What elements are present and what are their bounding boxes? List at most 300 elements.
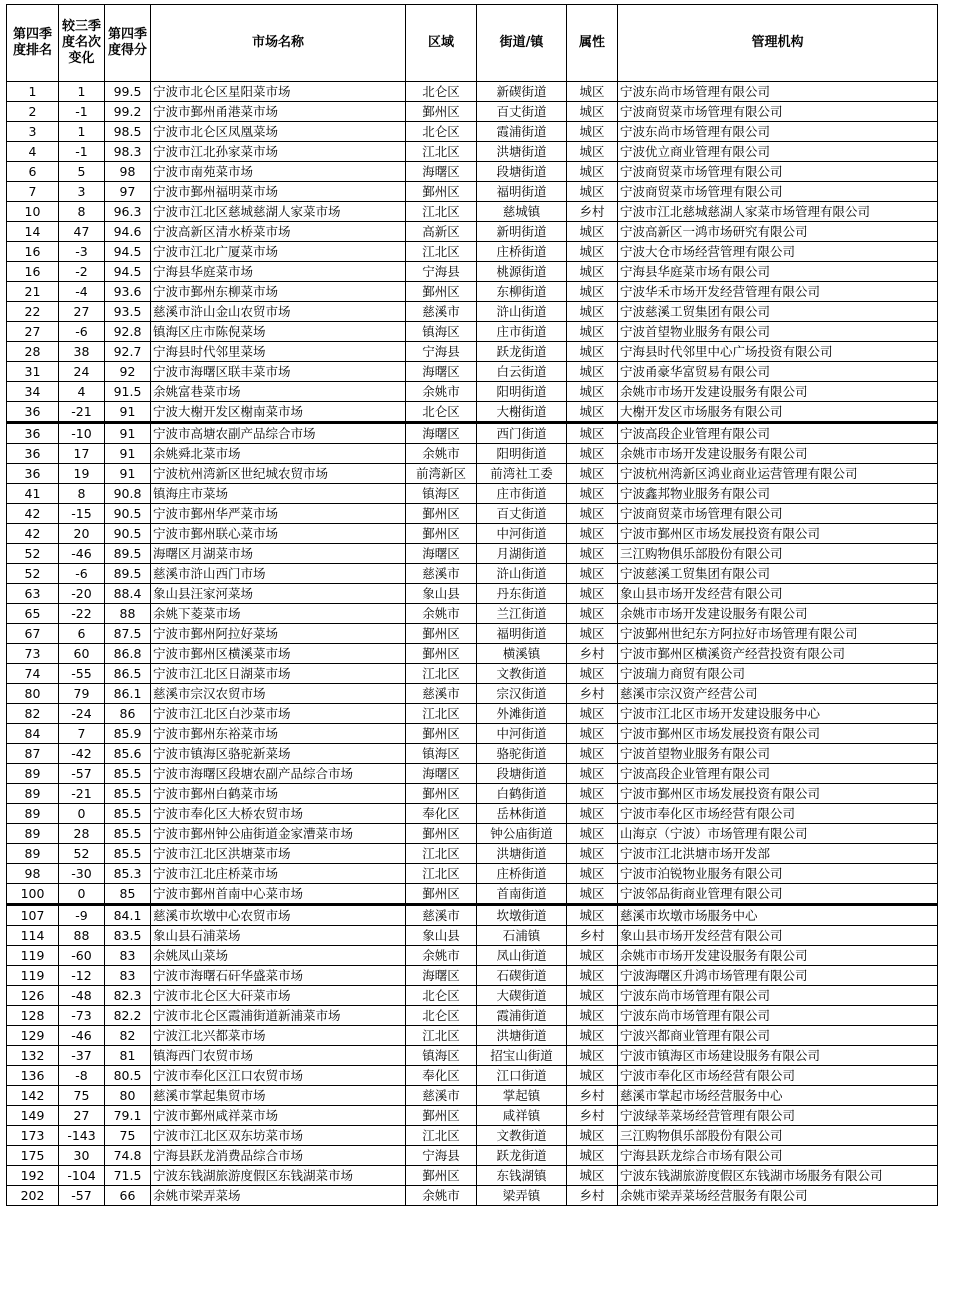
- market-name-cell: 宁波市北仑区霞浦街道新浦菜市场: [151, 1006, 406, 1026]
- change-cell: -2: [59, 262, 105, 282]
- street-cell: 洪塘街道: [477, 844, 567, 864]
- district-cell: 宁海县: [406, 262, 477, 282]
- table-row: [7, 544, 938, 564]
- market-name-cell: 宁波市奉化区大桥农贸市场: [151, 804, 406, 824]
- street-cell: 文教街道: [477, 664, 567, 684]
- district-cell: 江北区: [406, 202, 477, 222]
- change-cell: -73: [59, 1006, 105, 1026]
- change-cell: -20: [59, 584, 105, 604]
- header-management-org: 管理机构: [618, 5, 938, 82]
- header-district: 区域: [406, 5, 477, 82]
- type-cell: 城区: [567, 444, 618, 464]
- table-row: [7, 1186, 938, 1206]
- table-row: [7, 986, 938, 1006]
- rank-cell: 31: [7, 362, 59, 382]
- change-cell: -8: [59, 1066, 105, 1086]
- ranking-table: [6, 4, 938, 1206]
- change-cell: -57: [59, 764, 105, 784]
- management-org-cell: 宁波东钱湖旅游度假区东钱湖市场服务有限公司: [618, 1166, 938, 1186]
- street-cell: 招宝山街道: [477, 1046, 567, 1066]
- management-org-cell: 宁波甬豪华富贸易有限公司: [618, 362, 938, 382]
- change-cell: 7: [59, 724, 105, 744]
- management-org-cell: 宁波慈溪工贸集团有限公司: [618, 564, 938, 584]
- table-row: [7, 182, 938, 202]
- market-name-cell: 余姚舜北菜市场: [151, 444, 406, 464]
- rank-cell: 87: [7, 744, 59, 764]
- change-cell: -15: [59, 504, 105, 524]
- rank-cell: 36: [7, 464, 59, 484]
- rank-cell: 129: [7, 1026, 59, 1046]
- rank-cell: 4: [7, 142, 59, 162]
- change-cell: -22: [59, 604, 105, 624]
- market-name-cell: 宁波市鄞州甬港菜市场: [151, 102, 406, 122]
- score-cell: 80.5: [105, 1066, 151, 1086]
- market-name-cell: 宁海县跃龙消费品综合市场: [151, 1146, 406, 1166]
- score-cell: 71.5: [105, 1166, 151, 1186]
- management-org-cell: 宁波市鄞州区市场发展投资有限公司: [618, 724, 938, 744]
- change-cell: 52: [59, 844, 105, 864]
- management-org-cell: 宁波大仓市场经营管理有限公司: [618, 242, 938, 262]
- street-cell: 百丈街道: [477, 102, 567, 122]
- score-cell: 94.5: [105, 242, 151, 262]
- street-cell: 庄市街道: [477, 322, 567, 342]
- street-cell: 跃龙街道: [477, 342, 567, 362]
- rank-cell: 119: [7, 966, 59, 986]
- district-cell: 镇海区: [406, 484, 477, 504]
- street-cell: 段塘街道: [477, 162, 567, 182]
- table-row: [7, 564, 938, 584]
- district-cell: 江北区: [406, 142, 477, 162]
- district-cell: 鄞州区: [406, 784, 477, 804]
- district-cell: 前湾新区: [406, 464, 477, 484]
- management-org-cell: 宁波首望物业服务有限公司: [618, 322, 938, 342]
- district-cell: 余姚市: [406, 946, 477, 966]
- management-org-cell: 宁波高新区一鸿市场研究有限公司: [618, 222, 938, 242]
- street-cell: 白鹤街道: [477, 784, 567, 804]
- district-cell: 江北区: [406, 1126, 477, 1146]
- change-cell: 79: [59, 684, 105, 704]
- district-cell: 余姚市: [406, 444, 477, 464]
- management-org-cell: 慈溪市宗汉资产经营公司: [618, 684, 938, 704]
- market-name-cell: 宁波市鄞州白鹤菜市场: [151, 784, 406, 804]
- district-cell: 北仑区: [406, 122, 477, 142]
- table-row: [7, 1086, 938, 1106]
- management-org-cell: 宁波市鄞州区市场发展投资有限公司: [618, 524, 938, 544]
- change-cell: 0: [59, 804, 105, 824]
- district-cell: 奉化区: [406, 804, 477, 824]
- market-name-cell: 宁波市鄞州钟公庙街道金家漕菜市场: [151, 824, 406, 844]
- market-name-cell: 慈溪市宗汉农贸市场: [151, 684, 406, 704]
- market-name-cell: 宁波东钱湖旅游度假区东钱湖菜市场: [151, 1166, 406, 1186]
- type-cell: 城区: [567, 182, 618, 202]
- market-name-cell: 宁波市鄞州咸祥菜市场: [151, 1106, 406, 1126]
- rank-cell: 175: [7, 1146, 59, 1166]
- rank-cell: 89: [7, 824, 59, 844]
- table-row: [7, 82, 938, 102]
- management-org-cell: 象山县市场开发经营有限公司: [618, 926, 938, 946]
- type-cell: 城区: [567, 322, 618, 342]
- district-cell: 鄞州区: [406, 884, 477, 905]
- type-cell: 城区: [567, 1166, 618, 1186]
- district-cell: 海曙区: [406, 966, 477, 986]
- type-cell: 城区: [567, 804, 618, 824]
- type-cell: 乡村: [567, 1086, 618, 1106]
- type-cell: 城区: [567, 1066, 618, 1086]
- score-cell: 85.3: [105, 864, 151, 884]
- change-cell: 19: [59, 464, 105, 484]
- street-cell: 阳明街道: [477, 444, 567, 464]
- change-cell: 8: [59, 202, 105, 222]
- rank-cell: 27: [7, 322, 59, 342]
- change-cell: -4: [59, 282, 105, 302]
- street-cell: 段塘街道: [477, 764, 567, 784]
- score-cell: 74.8: [105, 1146, 151, 1166]
- management-org-cell: 宁波市江北慈城慈湖人家菜市场管理有限公司: [618, 202, 938, 222]
- management-org-cell: 宁海县华庭菜市场有限公司: [618, 262, 938, 282]
- market-name-cell: 宁波市海曙区段塘农副产品综合市场: [151, 764, 406, 784]
- management-org-cell: 余姚市市场开发建设服务有限公司: [618, 444, 938, 464]
- rank-cell: 1: [7, 82, 59, 102]
- district-cell: 江北区: [406, 704, 477, 724]
- district-cell: 镇海区: [406, 744, 477, 764]
- type-cell: 城区: [567, 484, 618, 504]
- district-cell: 江北区: [406, 844, 477, 864]
- rank-cell: 36: [7, 444, 59, 464]
- change-cell: 60: [59, 644, 105, 664]
- type-cell: 城区: [567, 986, 618, 1006]
- rank-cell: 100: [7, 884, 59, 905]
- rank-cell: 119: [7, 946, 59, 966]
- rank-cell: 149: [7, 1106, 59, 1126]
- district-cell: 江北区: [406, 864, 477, 884]
- score-cell: 90.5: [105, 524, 151, 544]
- table-row: [7, 282, 938, 302]
- management-org-cell: 三江购物俱乐部股份有限公司: [618, 544, 938, 564]
- district-cell: 镇海区: [406, 322, 477, 342]
- management-org-cell: 三江购物俱乐部股份有限公司: [618, 1126, 938, 1146]
- table-row: [7, 402, 938, 423]
- management-org-cell: 宁波东尚市场管理有限公司: [618, 986, 938, 1006]
- street-cell: 福明街道: [477, 624, 567, 644]
- district-cell: 象山县: [406, 584, 477, 604]
- type-cell: 城区: [567, 604, 618, 624]
- district-cell: 奉化区: [406, 1066, 477, 1086]
- type-cell: 乡村: [567, 684, 618, 704]
- management-org-cell: 宁波市奉化区市场经营有限公司: [618, 1066, 938, 1086]
- rank-cell: 80: [7, 684, 59, 704]
- management-org-cell: 宁波市江北区市场开发建设服务中心: [618, 704, 938, 724]
- market-name-cell: 慈溪市掌起集贸市场: [151, 1086, 406, 1106]
- rank-cell: 192: [7, 1166, 59, 1186]
- type-cell: 城区: [567, 524, 618, 544]
- district-cell: 象山县: [406, 926, 477, 946]
- management-org-cell: 宁波华禾市场开发经营管理有限公司: [618, 282, 938, 302]
- change-cell: -12: [59, 966, 105, 986]
- header-score: 第四季度得分: [105, 5, 151, 82]
- table-row: [7, 724, 938, 744]
- score-cell: 86.1: [105, 684, 151, 704]
- type-cell: 城区: [567, 362, 618, 382]
- rank-cell: 107: [7, 905, 59, 926]
- score-cell: 90.5: [105, 504, 151, 524]
- type-cell: 城区: [567, 664, 618, 684]
- table-row: [7, 905, 938, 926]
- change-cell: -9: [59, 905, 105, 926]
- management-org-cell: 余姚市市场开发建设服务有限公司: [618, 604, 938, 624]
- management-org-cell: 慈溪市坎墩市场服务中心: [618, 905, 938, 926]
- rank-cell: 63: [7, 584, 59, 604]
- table-row: [7, 624, 938, 644]
- header-rank: 第四季度排名: [7, 5, 59, 82]
- score-cell: 89.5: [105, 544, 151, 564]
- management-org-cell: 宁波东尚市场管理有限公司: [618, 122, 938, 142]
- type-cell: 城区: [567, 423, 618, 444]
- table-row: [7, 764, 938, 784]
- street-cell: 东钱湖镇: [477, 1166, 567, 1186]
- rank-cell: 65: [7, 604, 59, 624]
- change-cell: -21: [59, 784, 105, 804]
- table-row: [7, 102, 938, 122]
- street-cell: 咸祥镇: [477, 1106, 567, 1126]
- management-org-cell: 宁波商贸菜市场管理有限公司: [618, 182, 938, 202]
- score-cell: 98: [105, 162, 151, 182]
- score-cell: 80: [105, 1086, 151, 1106]
- street-cell: 首南街道: [477, 884, 567, 905]
- district-cell: 慈溪市: [406, 564, 477, 584]
- type-cell: 城区: [567, 905, 618, 926]
- score-cell: 93.6: [105, 282, 151, 302]
- market-name-cell: 宁波市江北庄桥菜市场: [151, 864, 406, 884]
- district-cell: 慈溪市: [406, 905, 477, 926]
- type-cell: 城区: [567, 1126, 618, 1146]
- table-row: [7, 966, 938, 986]
- market-name-cell: 宁波市江北区白沙菜市场: [151, 704, 406, 724]
- market-name-cell: 慈溪市浒山西门市场: [151, 564, 406, 584]
- rank-cell: 98: [7, 864, 59, 884]
- market-name-cell: 宁波大榭开发区榭南菜市场: [151, 402, 406, 423]
- management-org-cell: 余姚市梁弄菜场经营服务有限公司: [618, 1186, 938, 1206]
- change-cell: -55: [59, 664, 105, 684]
- score-cell: 85: [105, 884, 151, 905]
- district-cell: 鄞州区: [406, 1166, 477, 1186]
- score-cell: 98.5: [105, 122, 151, 142]
- district-cell: 高新区: [406, 222, 477, 242]
- table-row: [7, 362, 938, 382]
- type-cell: 城区: [567, 242, 618, 262]
- change-cell: 88: [59, 926, 105, 946]
- table-row: [7, 222, 938, 242]
- district-cell: 宁海县: [406, 1146, 477, 1166]
- management-org-cell: 宁波市鄞州区市场发展投资有限公司: [618, 784, 938, 804]
- market-name-cell: 宁波市鄞州首南中心菜市场: [151, 884, 406, 905]
- rank-cell: 136: [7, 1066, 59, 1086]
- market-name-cell: 镇海庄市菜场: [151, 484, 406, 504]
- street-cell: 庄桥街道: [477, 242, 567, 262]
- score-cell: 85.5: [105, 784, 151, 804]
- rank-cell: 42: [7, 524, 59, 544]
- street-cell: 新明街道: [477, 222, 567, 242]
- market-name-cell: 余姚市梁弄菜场: [151, 1186, 406, 1206]
- change-cell: 1: [59, 122, 105, 142]
- district-cell: 余姚市: [406, 1186, 477, 1206]
- street-cell: 新碶街道: [477, 82, 567, 102]
- change-cell: 30: [59, 1146, 105, 1166]
- score-cell: 94.5: [105, 262, 151, 282]
- score-cell: 66: [105, 1186, 151, 1206]
- table-row: [7, 864, 938, 884]
- type-cell: 城区: [567, 382, 618, 402]
- street-cell: 中河街道: [477, 724, 567, 744]
- rank-cell: 126: [7, 986, 59, 1006]
- score-cell: 99.5: [105, 82, 151, 102]
- market-name-cell: 宁波市江北区慈城慈湖人家菜市场: [151, 202, 406, 222]
- management-org-cell: 慈溪市掌起市场经营服务中心: [618, 1086, 938, 1106]
- change-cell: -30: [59, 864, 105, 884]
- rank-cell: 142: [7, 1086, 59, 1106]
- market-name-cell: 余姚富巷菜市场: [151, 382, 406, 402]
- management-org-cell: 宁波瑞力商贸有限公司: [618, 664, 938, 684]
- rank-cell: 21: [7, 282, 59, 302]
- market-name-cell: 余姚凤山菜场: [151, 946, 406, 966]
- score-cell: 88.4: [105, 584, 151, 604]
- market-name-cell: 宁波市北仑区凤凰菜场: [151, 122, 406, 142]
- table-row: [7, 1066, 938, 1086]
- street-cell: 桃源街道: [477, 262, 567, 282]
- street-cell: 庄桥街道: [477, 864, 567, 884]
- management-org-cell: 宁海县时代邻里中心广场投资有限公司: [618, 342, 938, 362]
- rank-cell: 82: [7, 704, 59, 724]
- district-cell: 慈溪市: [406, 684, 477, 704]
- type-cell: 城区: [567, 122, 618, 142]
- management-org-cell: 山海京（宁波）市场管理有限公司: [618, 824, 938, 844]
- market-name-cell: 慈溪市浒山金山农贸市场: [151, 302, 406, 322]
- street-cell: 洪塘街道: [477, 1026, 567, 1046]
- street-cell: 大碶街道: [477, 986, 567, 1006]
- table-row: [7, 1166, 938, 1186]
- management-org-cell: 宁波市镇海区市场建设服务有限公司: [618, 1046, 938, 1066]
- rank-cell: 34: [7, 382, 59, 402]
- district-cell: 海曙区: [406, 544, 477, 564]
- change-cell: -1: [59, 142, 105, 162]
- street-cell: 阳明街道: [477, 382, 567, 402]
- score-cell: 86.5: [105, 664, 151, 684]
- district-cell: 鄞州区: [406, 724, 477, 744]
- type-cell: 城区: [567, 162, 618, 182]
- table-row: [7, 1046, 938, 1066]
- management-org-cell: 宁波海曙区升鸿市场管理有限公司: [618, 966, 938, 986]
- management-org-cell: 宁波邻品街商业管理有限公司: [618, 884, 938, 905]
- street-cell: 大榭街道: [477, 402, 567, 423]
- management-org-cell: 大榭开发区市场服务有限公司: [618, 402, 938, 423]
- street-cell: 岳林街道: [477, 804, 567, 824]
- change-cell: 4: [59, 382, 105, 402]
- score-cell: 98.3: [105, 142, 151, 162]
- change-cell: 20: [59, 524, 105, 544]
- street-cell: 福明街道: [477, 182, 567, 202]
- score-cell: 92: [105, 362, 151, 382]
- table-row: [7, 484, 938, 504]
- management-org-cell: 宁波市江北洪塘市场开发部: [618, 844, 938, 864]
- change-cell: 5: [59, 162, 105, 182]
- table-row: [7, 684, 938, 704]
- table-row: [7, 382, 938, 402]
- management-org-cell: 象山县市场开发经营有限公司: [618, 584, 938, 604]
- table-row: [7, 744, 938, 764]
- rank-cell: 89: [7, 844, 59, 864]
- table-row: [7, 644, 938, 664]
- table-row: [7, 504, 938, 524]
- street-cell: 石浦镇: [477, 926, 567, 946]
- district-cell: 鄞州区: [406, 644, 477, 664]
- type-cell: 城区: [567, 844, 618, 864]
- score-cell: 79.1: [105, 1106, 151, 1126]
- table-body: [7, 82, 938, 1206]
- table-row: [7, 1026, 938, 1046]
- market-name-cell: 宁波市镇海区骆驼新菜场: [151, 744, 406, 764]
- street-cell: 梁弄镇: [477, 1186, 567, 1206]
- change-cell: -104: [59, 1166, 105, 1186]
- score-cell: 75: [105, 1126, 151, 1146]
- table-row: [7, 604, 938, 624]
- district-cell: 慈溪市: [406, 1086, 477, 1106]
- market-name-cell: 宁海县华庭菜市场: [151, 262, 406, 282]
- type-cell: 城区: [567, 102, 618, 122]
- rank-cell: 74: [7, 664, 59, 684]
- score-cell: 99.2: [105, 102, 151, 122]
- score-cell: 86: [105, 704, 151, 724]
- district-cell: 鄞州区: [406, 182, 477, 202]
- district-cell: 鄞州区: [406, 624, 477, 644]
- management-org-cell: 宁波杭州湾新区鸿业商业运营管理有限公司: [618, 464, 938, 484]
- district-cell: 余姚市: [406, 604, 477, 624]
- type-cell: 乡村: [567, 202, 618, 222]
- management-org-cell: 余姚市市场开发建设服务有限公司: [618, 382, 938, 402]
- type-cell: 城区: [567, 864, 618, 884]
- market-name-cell: 镇海区庄市陈倪菜场: [151, 322, 406, 342]
- rank-cell: 89: [7, 804, 59, 824]
- market-name-cell: 宁波杭州湾新区世纪城农贸市场: [151, 464, 406, 484]
- type-cell: 乡村: [567, 1186, 618, 1206]
- type-cell: 城区: [567, 504, 618, 524]
- type-cell: 城区: [567, 824, 618, 844]
- rank-cell: 132: [7, 1046, 59, 1066]
- district-cell: 镇海区: [406, 1046, 477, 1066]
- management-org-cell: 宁波慈溪工贸集团有限公司: [618, 302, 938, 322]
- management-org-cell: 余姚市市场开发建设服务有限公司: [618, 946, 938, 966]
- score-cell: 93.5: [105, 302, 151, 322]
- market-name-cell: 镇海西门农贸市场: [151, 1046, 406, 1066]
- type-cell: 城区: [567, 764, 618, 784]
- market-name-cell: 宁波市鄞州区横溪菜市场: [151, 644, 406, 664]
- change-cell: 38: [59, 342, 105, 362]
- score-cell: 83.5: [105, 926, 151, 946]
- rank-cell: 52: [7, 544, 59, 564]
- type-cell: 城区: [567, 1046, 618, 1066]
- change-cell: 0: [59, 884, 105, 905]
- management-org-cell: 宁海县跃龙综合市场有限公司: [618, 1146, 938, 1166]
- header-market-name: 市场名称: [151, 5, 406, 82]
- change-cell: -143: [59, 1126, 105, 1146]
- market-name-cell: 宁波市鄞州华严菜市场: [151, 504, 406, 524]
- district-cell: 海曙区: [406, 362, 477, 382]
- street-cell: 外滩街道: [477, 704, 567, 724]
- district-cell: 鄞州区: [406, 102, 477, 122]
- management-org-cell: 宁波东尚市场管理有限公司: [618, 1006, 938, 1026]
- market-name-cell: 宁波市鄞州东裕菜市场: [151, 724, 406, 744]
- table-row: [7, 1006, 938, 1026]
- score-cell: 91: [105, 444, 151, 464]
- table-row: [7, 804, 938, 824]
